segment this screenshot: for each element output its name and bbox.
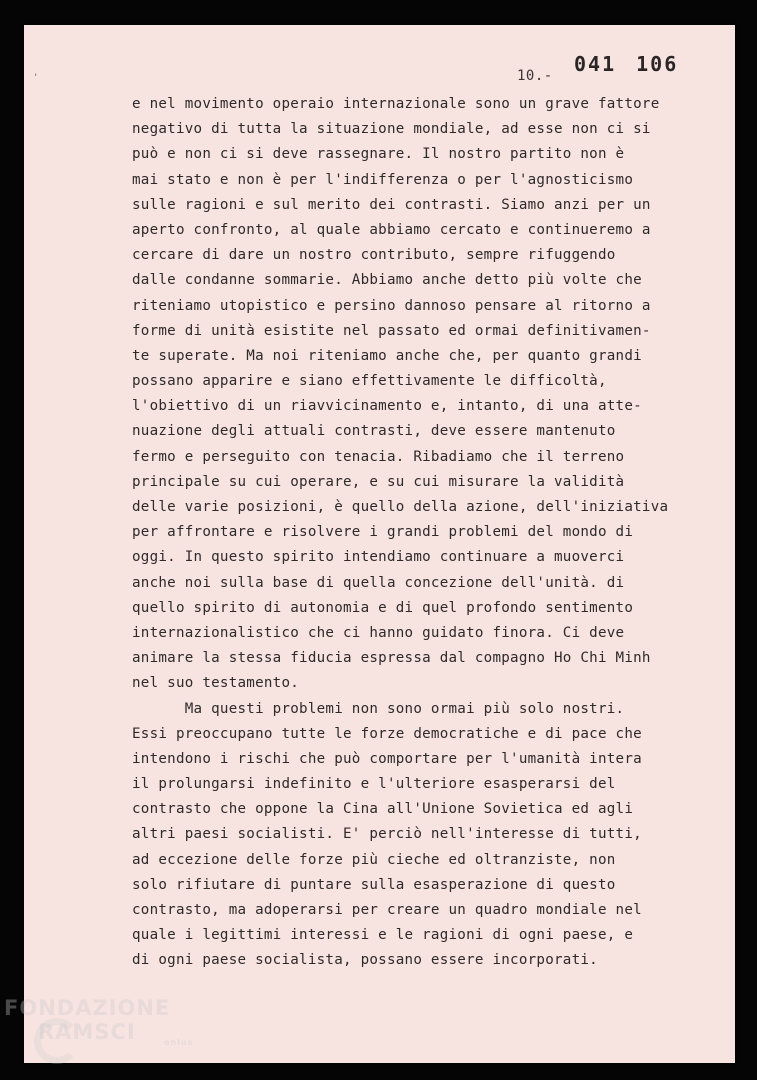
text-line: solo rifiutare di puntare sulla esasperazione di questo bbox=[132, 876, 616, 893]
text-line: per affrontare e risolvere i grandi problemi del mondo di bbox=[132, 524, 634, 541]
text-line: nel suo testamento. bbox=[132, 675, 300, 692]
gramsci-g-logo-icon bbox=[34, 1018, 80, 1064]
text-line: quale i legittimi interessi e le ragioni di ogni paese, e bbox=[132, 927, 634, 944]
text-line: delle varie posizioni, è quello della azione, dell'iniziativa bbox=[132, 499, 669, 515]
page-number: 10.- bbox=[517, 68, 553, 84]
text-line: l'obiettivo di un riavvicinamento e, intanto, di una atte- bbox=[132, 398, 642, 415]
text-line: fermo e perseguito con tenacia. Ribadiamo che il terreno bbox=[132, 448, 625, 465]
archive-stamp-right: 106 bbox=[636, 52, 679, 76]
text-line: principale su cui operare, e su cui misurare la validità bbox=[132, 473, 625, 490]
text-line: contrasto che oppone la Cina all'Unione Sovietica ed agli bbox=[132, 801, 634, 818]
text-line: animare la stessa fiducia espressa dal compagno Ho Chi Minh bbox=[132, 650, 651, 667]
text-line: cercare di dare un nostro contributo, sempre rifuggendo bbox=[132, 247, 616, 264]
margin-mark: ' bbox=[33, 73, 39, 83]
text-line: altri paesi socialisti. E' perciò nell'interesse di tutti, bbox=[132, 826, 642, 843]
text-line: aperto confronto, al quale abbiamo cercato e continueremo a bbox=[132, 221, 651, 238]
text-line: contrasto, ma adoperarsi per creare un quadro mondiale nel bbox=[132, 902, 642, 918]
typewritten-body bbox=[132, 92, 692, 974]
watermark-suffix: onlus bbox=[164, 1038, 194, 1047]
text-line: intendono i rischi che può comportare per l'umanità intera bbox=[132, 750, 642, 767]
text-line: di ogni paese socialista, possano essere incorporati. bbox=[132, 952, 598, 969]
text-line: negativo di tutta la situazione mondiale, ad esse non ci si bbox=[132, 121, 651, 138]
text-line: quello spirito di autonomia e di quel profondo sentimento bbox=[132, 599, 634, 616]
text-line: Essi preoccupano tutte le forze democratiche e di pace che bbox=[132, 725, 642, 742]
text-line: il prolungarsi indefinito e l'ulteriore esasperarsi del bbox=[132, 776, 616, 793]
text-line: forme di unità esistite nel passato ed ormai definitivamen- bbox=[132, 322, 651, 339]
text-line: anche noi sulla base di quella concezione dell'unità. di bbox=[132, 574, 625, 591]
text-line: sulle ragioni e sul merito dei contrasti. Siamo anzi per un bbox=[132, 196, 651, 213]
text-line: può e non ci si deve rassegnare. Il nostro partito non è bbox=[132, 146, 625, 163]
text-line: ad eccezione delle forze più cieche ed oltranziste, non bbox=[132, 851, 616, 868]
watermark-line1: FONDAZIONE bbox=[4, 996, 171, 1020]
text-line: nuazione degli attuali contrasti, deve essere mantenuto bbox=[132, 423, 616, 440]
text-line: e nel movimento operaio internazionale sono un grave fattore bbox=[132, 96, 660, 112]
fondazione-gramsci-watermark bbox=[4, 996, 193, 1047]
text-line: possano apparire e siano effettivamente le difficoltà, bbox=[132, 373, 607, 390]
text-line: mai stato e non è per l'indifferenza o per l'agnosticismo bbox=[132, 171, 634, 188]
text-line: Ma questi problemi non sono ormai più solo nostri. bbox=[132, 700, 625, 717]
archive-stamp-left: 041 bbox=[574, 52, 617, 76]
archive-stamp bbox=[574, 52, 678, 76]
text-line: riteniamo utopistico e persino dannoso pensare al ritorno a bbox=[132, 297, 651, 314]
text-line: internazionalistico che ci hanno guidato finora. Ci deve bbox=[132, 624, 625, 641]
text-line: te superate. Ma noi riteniamo anche che, per quanto grandi bbox=[132, 347, 642, 364]
text-line: dalle condanne sommarie. Abbiamo anche detto più volte che bbox=[132, 272, 642, 289]
text-line: oggi. In questo spirito intendiamo continuare a muoverci bbox=[132, 549, 625, 566]
watermark-line2: RAMSCI bbox=[38, 1020, 136, 1044]
